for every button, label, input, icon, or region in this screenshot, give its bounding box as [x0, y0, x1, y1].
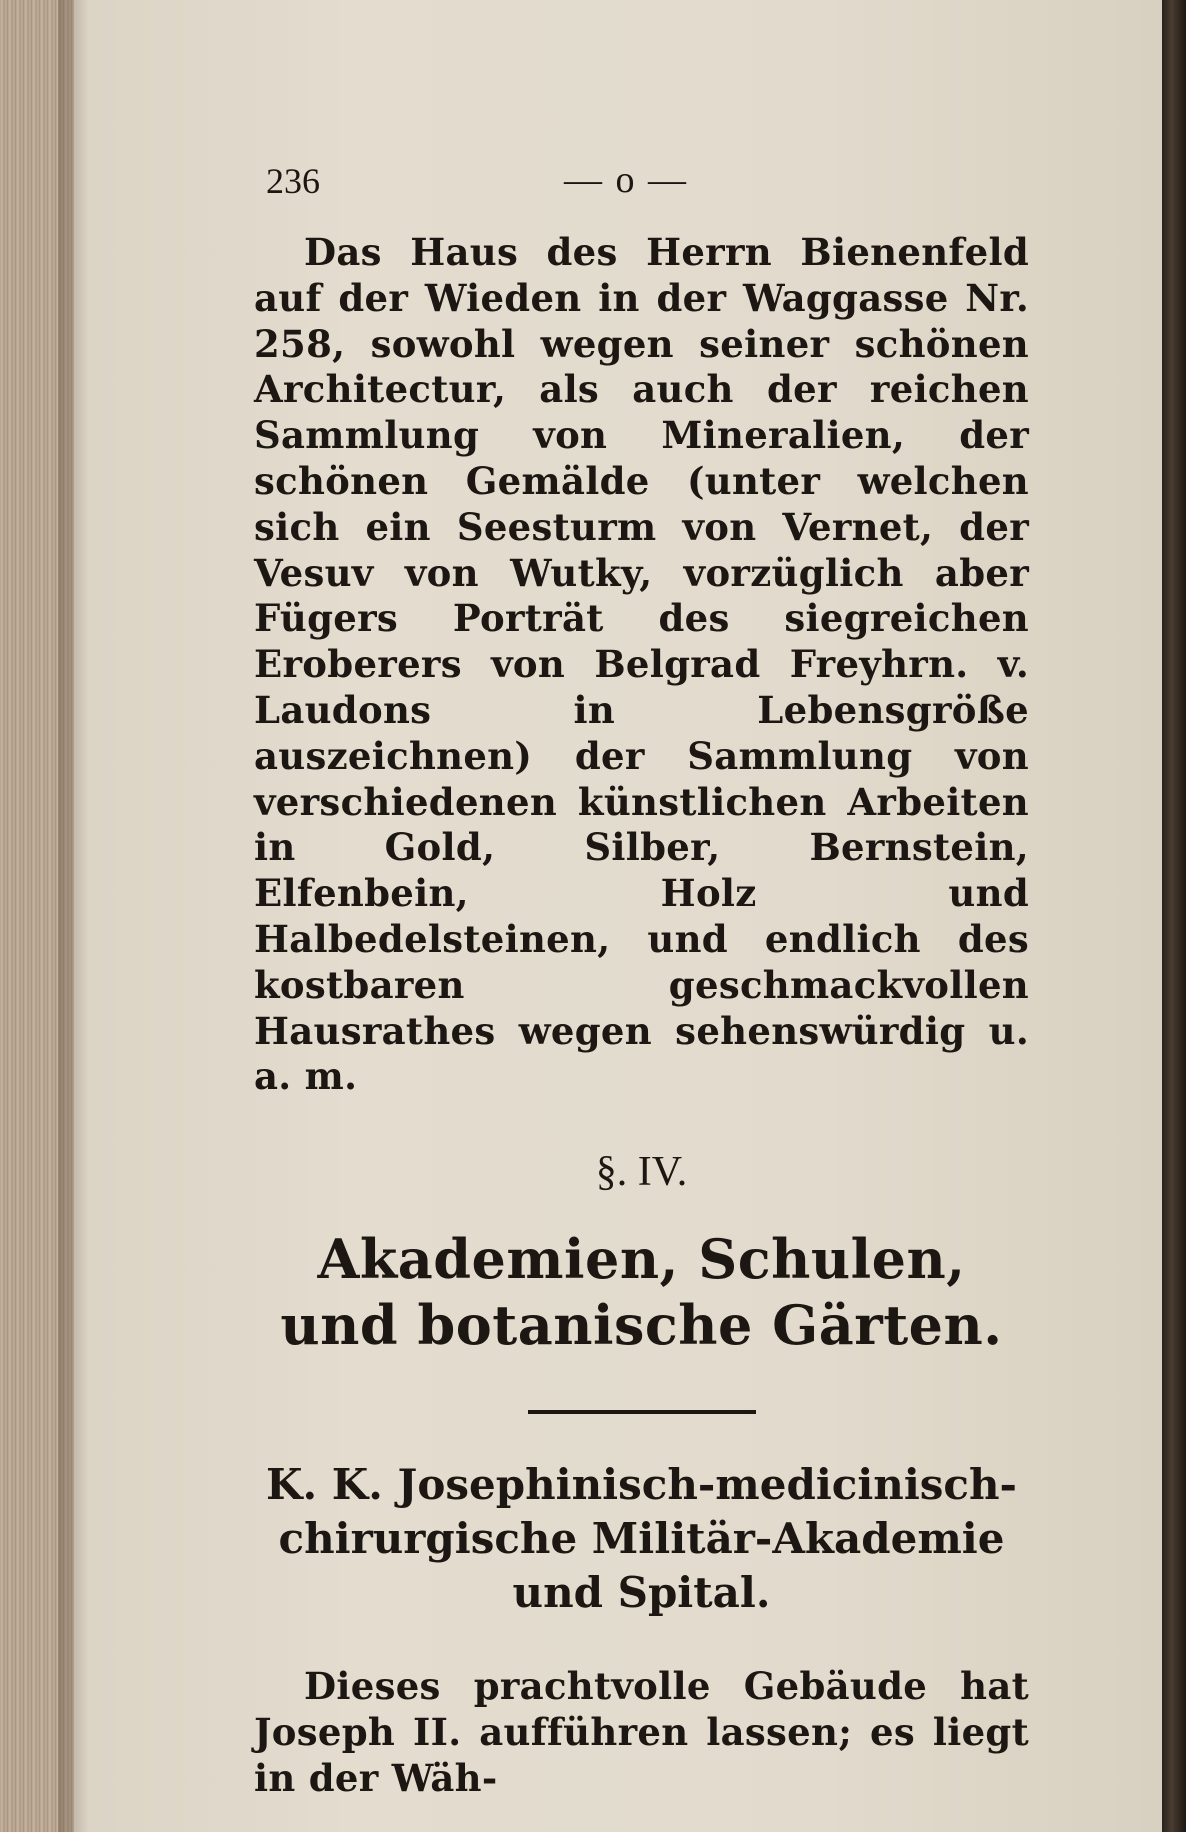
paragraph-bienenfeld: Das Haus des Herrn Bienenfeld auf der Wieden in der Waggasse Nr. 258, sowohl wegen seiner schönen Architectur, als auch der reichen Sammlung von Mineralien, der schönen Gemälde (unter welchen sich ein Seesturm von Vernet, der Vesuv von Wutky, vorzüglich aber Fügers Porträt des siegreichen Eroberers von Belgrad Freyhrn. v. Laudons in Lebensgröße auszeichnen) der Sammlung von verschiedenen künstlichen Arbeiten in Gold, Silber, Bernstein, Elfenbein, Holz und Halbedelsteinen, und endlich des kostbaren geschmackvollen Hausrathes wegen sehenswürdig u. a. m.	[254, 230, 1029, 1099]
running-head: — o —	[564, 159, 688, 201]
gutter-shadow	[58, 0, 88, 1832]
text-block	[254, 160, 1029, 1802]
section-mark: §. IV.	[595, 1149, 688, 1196]
section-title: Akademien, Schulen, und botanische Gärten.	[280, 1227, 1003, 1358]
paragraph-josephinum: Dieses prachtvolle Gebäude hat Joseph II. aufführen lassen; es liegt in der Wäh-	[254, 1664, 1029, 1800]
page-number: 236	[266, 161, 320, 201]
book-cover-edge	[1162, 0, 1186, 1832]
subsection-title: K. K. Josephinisch-medicinisch-chirurgische Militär-Akademie und Spital.	[266, 1460, 1017, 1618]
divider-rule	[528, 1410, 756, 1414]
page-header	[254, 160, 1029, 230]
